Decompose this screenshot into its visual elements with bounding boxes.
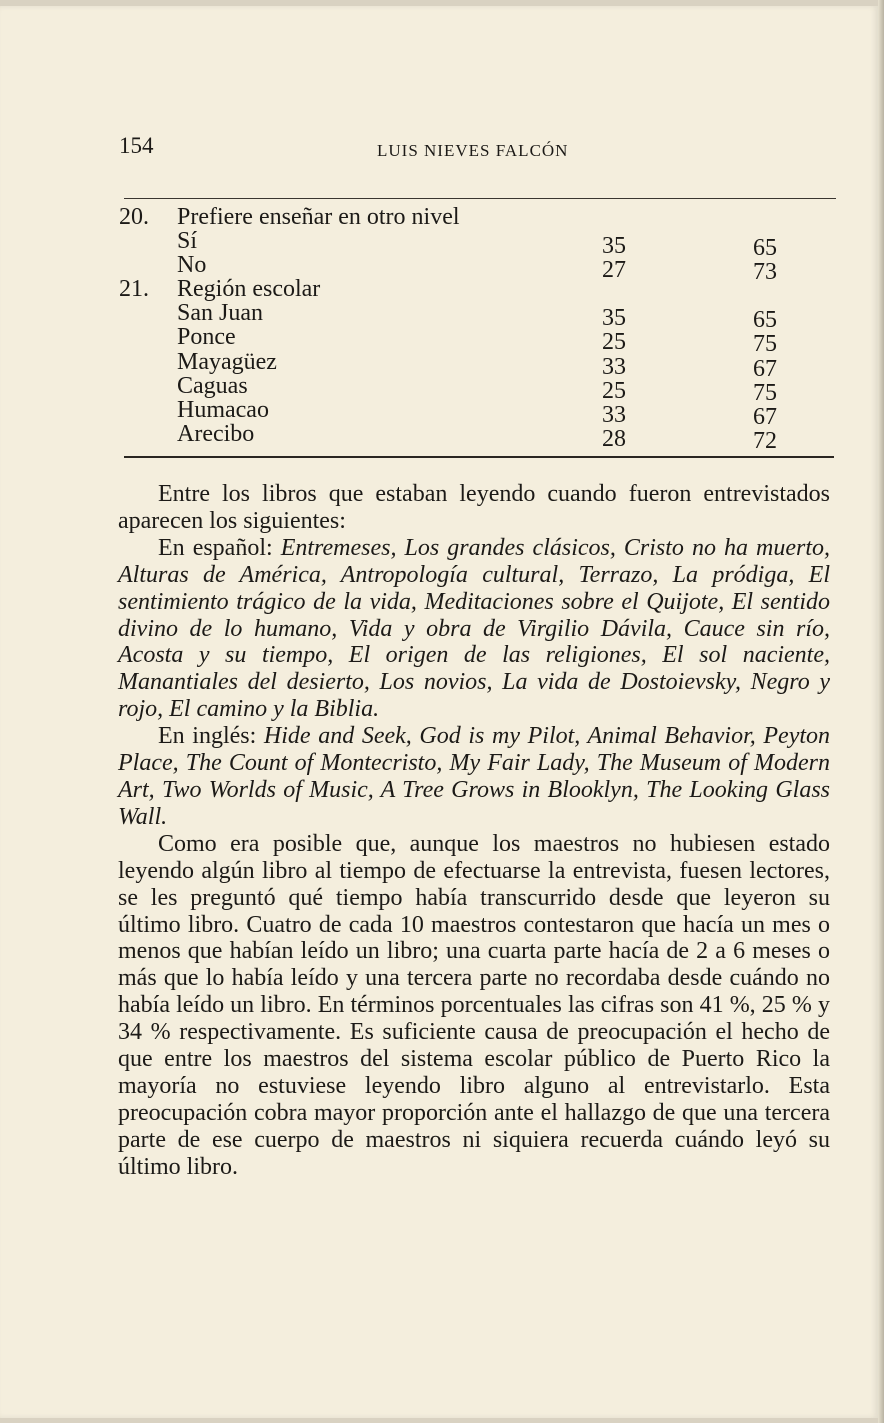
row-number: 20. (119, 204, 149, 230)
value-col-2: 65 (753, 307, 777, 334)
row-label: No (177, 252, 207, 279)
paragraph-reading-habits: Como era posible que, aunque los maestros no hubiesen estado leyendo algún libro al tiempo de efectuarse la entrevista, fuesen lectores, se les preguntó qué tiempo había transcurrido desde que leyeron su último libro. Cuatro de cada 10 maestros contestaron que hacía un mes o menos que habían leído un libro; una cuarta parte hacía de 2 a 6 meses o más que lo había leído y una tercera parte no recordaba desde cuándo no había leído un libro. En términos porcentuales las cifras son 41 %, 25 % y 34 % respectivamente. Es suficiente causa de preocupación el hecho de que entre los maestros del sistema escolar público de Puerto Rico la mayoría no estuviese leyendo libro alguno al entrevistarlo. Esta preocupación cobra mayor proporción ante el hallazgo de que una tercera parte de ese cuerpo de maestros ni siquiera recuerda cuándo leyó su último libro. (118, 830, 830, 1180)
paragraph-english-titles (118, 723, 830, 831)
data-table (119, 204, 839, 454)
row-label: Caguas (177, 372, 248, 399)
english-titles: Hide and Seek, God is my Pilot, Animal Behavior, Peyton Place, The Count of Montecristo, My Fair Lady, The Museum of Modern Art, Two Worlds of Music, A Tree Grows in Blooklyn, The Looking Glass Wall. (118, 723, 831, 830)
table-row (119, 300, 839, 334)
running-head: LUIS NIEVES FALCÓN (377, 141, 569, 160)
row-label: Prefiere enseñar en otro nivel (177, 204, 460, 230)
table-top-rule (124, 198, 836, 199)
value-col-2: 67 (753, 355, 777, 382)
table-row (119, 277, 839, 301)
page-number: 154 (119, 133, 154, 158)
table-row (119, 228, 839, 262)
table-row (119, 396, 839, 430)
row-label: Humacao (177, 396, 269, 423)
english-lead: En inglés: (158, 723, 264, 750)
row-label: Sí (177, 228, 198, 255)
row-label: Región escolar (177, 276, 321, 303)
value-col-1: 28 (602, 425, 626, 452)
row-number: 21. (119, 276, 149, 303)
value-col-1: 35 (602, 233, 626, 260)
value-col-1: 33 (602, 353, 626, 380)
table-row (119, 420, 839, 454)
body-text (118, 481, 830, 1181)
table-bottom-rule (124, 456, 834, 458)
page-header (119, 133, 839, 163)
table-row (119, 252, 839, 286)
value-col-2: 72 (753, 427, 777, 454)
page-edge (878, 0, 884, 1423)
value-col-1: 27 (602, 257, 626, 284)
value-col-2: 73 (753, 259, 777, 286)
spanish-titles: Entremeses, Los grandes clásicos, Cristo no ha muerto, Alturas de América, Antropología cultural, Terrazo, La pródiga, El sentimiento trágico de la vida, Meditaciones sobre el Quijote, El sentido divino de lo humano, Vida y obra de Virgilio Dávila, Cauce sin río, Acosta y su tiempo, El origen de las religiones, El sol naciente, Manantiales del desierto, Los novios, La vida de Dostoievsky, Negro y rojo, El camino y la Biblia. (118, 534, 830, 723)
table-row (119, 372, 839, 406)
value-col-2: 75 (753, 331, 777, 358)
row-label: Arecibo (177, 420, 255, 447)
row-label: Ponce (177, 324, 236, 351)
value-col-1: 33 (602, 401, 626, 428)
value-col-2: 75 (753, 379, 777, 406)
value-col-2: 67 (753, 403, 777, 430)
spanish-lead: En español: (158, 534, 281, 561)
value-col-1: 25 (602, 329, 626, 356)
table-row (119, 348, 839, 382)
value-col-1: 25 (602, 377, 626, 404)
row-label: San Juan (177, 300, 263, 327)
value-col-1: 35 (602, 305, 626, 332)
row-label: Mayagüez (177, 348, 277, 375)
value-col-2: 65 (753, 235, 777, 262)
paragraph-intro: Entre los libros que estaban leyendo cuando fueron entrevistados aparecen los siguientes: (118, 481, 830, 534)
table-row (119, 205, 839, 229)
paragraph-spanish-titles (118, 535, 830, 723)
table-row (119, 324, 839, 358)
